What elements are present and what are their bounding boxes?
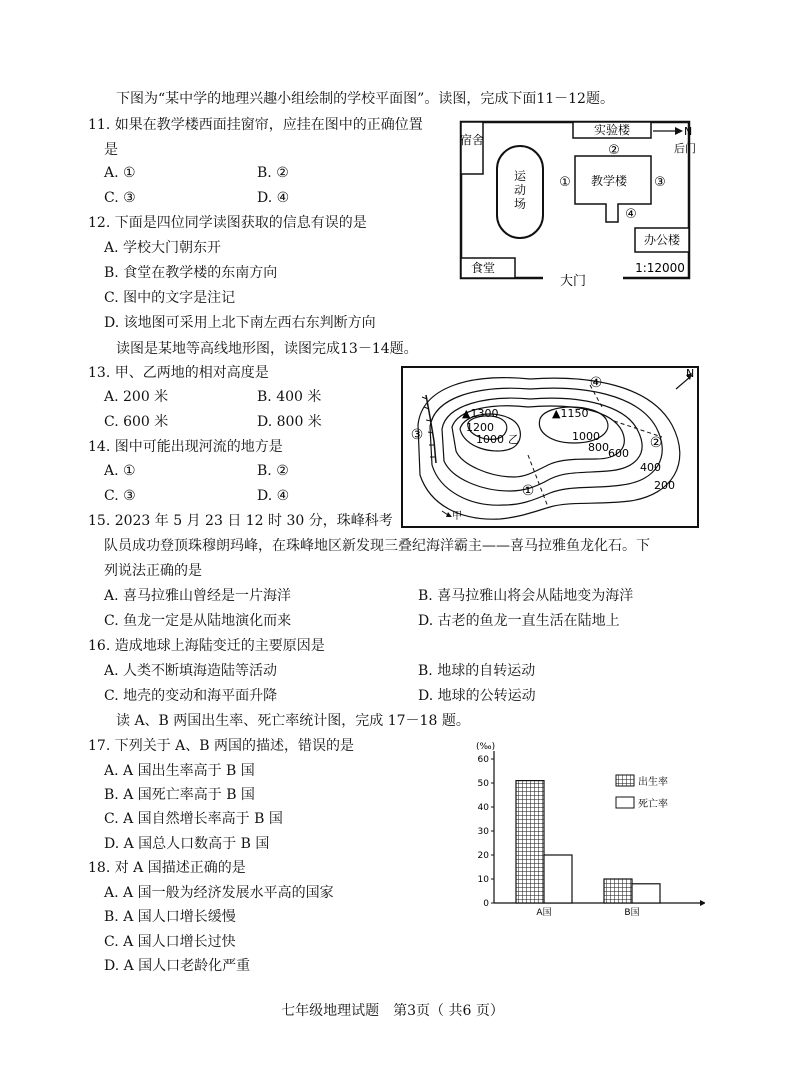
q11-option-a: A. ①: [104, 165, 136, 181]
q16-option-d: D. 地球的公转运动: [418, 688, 536, 704]
canteen-label: 食堂: [470, 261, 496, 275]
marker-2: ②: [649, 435, 663, 451]
marker-1: ①: [521, 483, 535, 499]
q16-stem: 16. 造成地球上海陆变迁的主要原因是: [88, 638, 325, 654]
c200-label: 200: [654, 479, 675, 492]
contour-map: [400, 365, 702, 529]
q11-stem-2: 是: [104, 142, 118, 158]
q17-stem: 17. 下列关于 A、B 两国的描述，错误的是: [88, 738, 355, 754]
q13-option-c: C. 600 米: [104, 414, 169, 430]
c800-label: 800: [588, 441, 609, 454]
q11-option-d: D. ④: [257, 190, 290, 206]
q15-option-a: A. 喜马拉雅山曾经是一片海洋: [104, 588, 292, 604]
marker-1: ①: [559, 175, 571, 190]
marker-3: ③: [654, 175, 666, 190]
intro-11-12: 下图为“某中学的地理兴趣小组绘制的学校平面图”。读图，完成下面11－12题。: [116, 91, 614, 107]
bar-birth-0: [516, 781, 544, 903]
c1000a-label: 1000: [476, 433, 504, 446]
q11-stem-1: 11. 如果在教学楼西面挂窗帘，应挂在图中的正确位置: [88, 117, 423, 133]
q16-option-a: A. 人类不断填海造陆等活动: [104, 663, 278, 679]
field-label-2: 动: [513, 183, 527, 197]
q11-option-b: B. ②: [257, 165, 289, 181]
y-tick-label: 50: [477, 779, 489, 789]
q17-option-c: C. A 国自然增长率高于 B 国: [104, 811, 283, 827]
q18-stem: 18. 对 A 国描述正确的是: [88, 860, 246, 876]
birth-death-rate-chart: [470, 735, 705, 920]
q17-option-b: B. A 国死亡率高于 B 国: [104, 787, 255, 803]
q15-stem-2: 队员成功登顶珠穆朗玛峰，在珠峰地区新发现三叠纪海洋霸主——喜马拉雅鱼龙化石。下: [104, 538, 650, 554]
q15-option-d: D. 古老的鱼龙一直生活在陆地上: [418, 613, 620, 629]
marker-2: ②: [608, 143, 620, 158]
q18-option-b: B. A 国人口增长缓慢: [104, 909, 236, 925]
q12-option-a: A. 学校大门朝东开: [104, 240, 222, 256]
legend-label-0: 出生率: [638, 777, 668, 788]
gate-label: 大门: [559, 274, 587, 288]
c1200-label: 1200: [466, 421, 494, 434]
y-tick-label: 30: [477, 827, 489, 837]
peak-1150-label: ▲1150: [552, 407, 589, 420]
c1000b-label: 1000: [572, 430, 600, 443]
q15-option-b: B. 喜马拉雅山将会从陆地变为海洋: [418, 588, 634, 604]
bar-birth-1: [604, 879, 632, 903]
q12-option-b: B. 食堂在教学楼的东南方向: [104, 265, 278, 281]
q11-option-c: C. ③: [104, 190, 136, 206]
q12-option-d: D. 该地图可采用上北下南左西右东判断方向: [104, 315, 376, 331]
jia-label: 甲: [452, 511, 462, 522]
marker-4: ④: [625, 207, 637, 222]
x-axis-arrow: [700, 900, 705, 906]
q13-option-d: D. 800 米: [257, 414, 322, 430]
marker-3: ③: [410, 427, 424, 443]
q18-option-d: D. A 国人口老龄化严重: [104, 958, 251, 974]
legend-swatch-1: [616, 797, 634, 808]
q14-option-a: A. ①: [104, 463, 136, 479]
y-axis-label: (‰): [476, 742, 496, 752]
dorm-label-1: 宿舍: [459, 133, 485, 147]
peak-1300-label: ▲1300: [462, 407, 499, 420]
q18-option-a: A. A 国一般为经济发展水平高的国家: [104, 885, 334, 901]
y-tick-label: 20: [477, 851, 489, 861]
y-tick-label: 40: [477, 803, 489, 813]
x-tick-label: B国: [624, 908, 640, 918]
north-label: N: [684, 125, 693, 138]
q12-option-c: C. 图中的文字是注记: [104, 290, 236, 306]
q13-option-b: B. 400 米: [257, 389, 322, 405]
field-label-3: 场: [513, 197, 527, 211]
office-label: 办公楼: [643, 233, 681, 247]
y-tick-label: 60: [477, 755, 489, 765]
y-tick-label: 0: [483, 899, 489, 909]
q15-stem-3: 列说法正确的是: [104, 563, 202, 579]
legend-swatch-0: [616, 775, 634, 786]
teaching-label: 教学楼: [590, 174, 628, 188]
field-label-1: 运: [513, 169, 527, 183]
q14-option-b: B. ②: [257, 463, 289, 479]
bar-death-0: [544, 855, 572, 903]
intro-13-14: 读图是某地等高线地形图，读图完成13－14题。: [116, 341, 418, 357]
x-tick-label: A国: [536, 908, 552, 918]
back-gate-label: 后门: [674, 142, 696, 155]
school-plan-map: [455, 118, 705, 288]
y-tick-label: 10: [477, 875, 489, 885]
q13-option-a: A. 200 米: [104, 389, 169, 405]
q12-stem: 12. 下面是四位同学读图获取的信息有误的是: [88, 215, 367, 231]
page-footer: 七年级地理试题 第3页（ 共6 页）: [281, 1003, 504, 1019]
yi-label: 乙: [508, 433, 519, 446]
c600-label: 600: [608, 447, 629, 460]
q15-stem-1: 15. 2023 年 5 月 23 日 12 时 30 分，珠峰科考: [88, 513, 393, 529]
q16-option-c: C. 地壳的变动和海平面升降: [104, 688, 278, 704]
scale-label: 1:12000: [635, 261, 685, 275]
bar-death-1: [632, 884, 660, 903]
lab-label: 实验楼: [593, 123, 631, 137]
q16-option-b: B. 地球的自转运动: [418, 663, 536, 679]
q18-option-c: C. A 国人口增长过快: [104, 934, 236, 950]
dorm-building: [461, 122, 483, 174]
q17-option-d: D. A 国总人口数高于 B 国: [104, 836, 270, 852]
q15-option-c: C. 鱼龙一定是从陆地演化而来: [104, 613, 292, 629]
q14-stem: 14. 图中可能出现河流的地方是: [88, 439, 283, 455]
intro-17-18: 读 A、B 两国出生率、死亡率统计图，完成 17－18 题。: [116, 713, 470, 729]
q13-stem: 13. 甲、乙两地的相对高度是: [88, 365, 269, 381]
north-label: N: [686, 367, 695, 380]
q17-option-a: A. A 国出生率高于 B 国: [104, 763, 255, 779]
c400-label: 400: [640, 461, 661, 474]
q14-option-c: C. ③: [104, 488, 136, 504]
legend-label-1: 死亡率: [638, 799, 668, 810]
q14-option-d: D. ④: [257, 488, 290, 504]
marker-4: ④: [589, 375, 603, 391]
